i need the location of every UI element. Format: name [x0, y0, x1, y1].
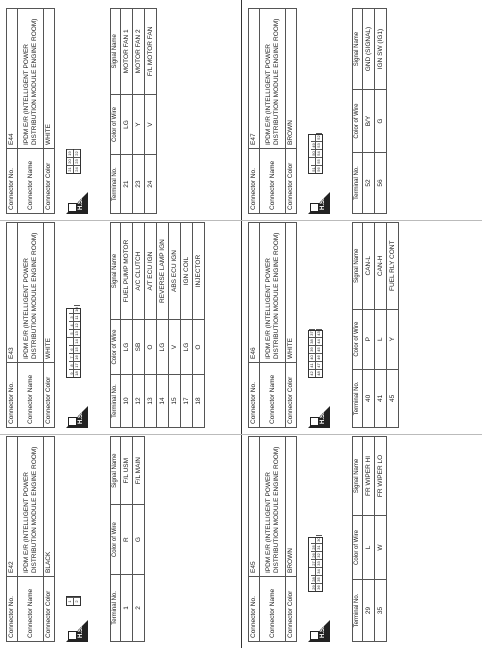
- terminal-row: [193, 223, 205, 428]
- wire-color: Y: [387, 309, 399, 369]
- harness-side-view: [60, 8, 104, 214]
- connector-name-value: IPDM E/R (INTELLIGENT POWER DISTRIBUTION MODULE ENGINE ROOM): [18, 437, 44, 577]
- wire-color: LG: [121, 320, 133, 375]
- hs-dot: [68, 417, 77, 426]
- pin-row: [309, 331, 316, 377]
- connector-pin-diagram: [308, 134, 323, 174]
- terminal-row: [121, 437, 133, 642]
- terminal-no-header: Terminal No.: [111, 155, 121, 214]
- pin-18: 18: [74, 369, 80, 377]
- terminal-row: [375, 437, 387, 642]
- signal-name-header: Signal Name: [353, 9, 363, 90]
- wire-color: O: [145, 320, 157, 375]
- signal-name: ABS ECU IGN: [169, 223, 181, 320]
- hs-dot: [68, 203, 77, 212]
- connector-name-value: IPDM E/R (INTELLIGENT POWER DISTRIBUTION MODULE ENGINE ROOM): [18, 9, 44, 149]
- column-separator-1: [0, 434, 482, 435]
- connector-name-label: Connector Name: [260, 577, 286, 642]
- wire-color-header: Color of Wire: [353, 515, 363, 579]
- pin-26: 26: [311, 551, 317, 559]
- hs-icon: [66, 406, 88, 428]
- connector-pin-diagram: [308, 537, 323, 592]
- connector-block-e44: [6, 8, 157, 214]
- pin-31: 31: [316, 543, 322, 551]
- signal-name: REVERSE LAMP IGN: [157, 223, 169, 320]
- hs-label: H.S.: [320, 412, 326, 424]
- connector-no-row: [7, 9, 18, 214]
- wire-color: Y: [133, 94, 145, 155]
- pin-22: 22: [74, 149, 80, 157]
- terminal-no: 10: [121, 374, 133, 427]
- terminal-no: 17: [181, 374, 193, 427]
- terminal-row: [363, 437, 375, 642]
- wire-color: V: [145, 94, 157, 155]
- terminal-no: 52: [363, 153, 375, 214]
- connector-color-label: Connector Color: [44, 363, 55, 428]
- connector-name-label: Connector Name: [18, 363, 44, 428]
- terminal-row: [157, 223, 169, 428]
- pin-row: [74, 150, 80, 173]
- connector-name-value: IPDM E/R (INTELLIGENT POWER DISTRIBUTION MODULE ENGINE ROOM): [260, 223, 286, 363]
- terminal-header-row: [353, 437, 363, 642]
- pin-48: 48: [316, 369, 322, 377]
- pin-21: 21: [67, 165, 73, 173]
- signal-name: MOTOR FAN 1: [121, 9, 133, 95]
- pin-43: 43: [316, 329, 322, 337]
- row-separator: [241, 0, 242, 648]
- terminal-no: 1: [121, 574, 133, 641]
- pin-key-gap: [309, 157, 315, 165]
- hs-icon: [308, 192, 330, 214]
- connector-block-e43: [6, 222, 205, 428]
- wire-color: G: [375, 90, 387, 153]
- pin-15: 15: [74, 345, 80, 353]
- signal-name: F/L MAIN: [133, 437, 145, 505]
- connector-color-value: WHITE: [286, 223, 297, 363]
- terminal-table: [352, 436, 387, 642]
- terminal-table: [110, 222, 205, 428]
- hs-icon: [308, 620, 330, 642]
- terminal-no: 40: [363, 369, 375, 427]
- terminal-table: [110, 8, 157, 214]
- pin-29: 29: [311, 583, 317, 591]
- connector-color-value: BROWN: [286, 9, 297, 149]
- signal-name: F/L MOTOR FAN: [145, 9, 157, 95]
- pin-key-gap: [309, 567, 315, 575]
- connector-no-value: E42: [7, 437, 18, 577]
- terminal-no-header: Terminal No.: [353, 580, 363, 642]
- pin-46: 46: [316, 353, 322, 361]
- connector-info-table: [248, 222, 297, 428]
- pin-51: 51: [311, 165, 317, 173]
- wire-color: L: [375, 309, 387, 369]
- pin-56: 56: [316, 165, 322, 173]
- wire-color: LG: [181, 320, 193, 375]
- connector-color-value: WHITE: [44, 9, 55, 149]
- terminal-header-row: [111, 9, 121, 214]
- terminal-no: 14: [157, 374, 169, 427]
- connector-name-row: [260, 9, 286, 214]
- hs-dot: [310, 417, 319, 426]
- terminal-no: 41: [375, 369, 387, 427]
- connector-name-value: IPDM E/R (INTELLIGENT POWER DISTRIBUTION MODULE ENGINE ROOM): [260, 437, 286, 577]
- connector-name-row: [18, 9, 44, 214]
- signal-name: CAN-L: [363, 223, 375, 310]
- terminal-row: [145, 9, 157, 214]
- terminal-row: [387, 223, 399, 428]
- connector-block-e46: [248, 222, 399, 428]
- connector-color-value: BLACK: [44, 437, 55, 577]
- connector-name-label: Connector Name: [260, 149, 286, 214]
- pin-row: [316, 538, 322, 591]
- pin-50: 50: [311, 149, 317, 157]
- connector-color-label: Connector Color: [286, 577, 297, 642]
- pin-55: 55: [316, 157, 322, 165]
- pin-20: 20: [67, 157, 73, 165]
- connector-no-row: [249, 9, 260, 214]
- wire-color: W: [375, 515, 387, 579]
- terminal-no: 35: [375, 580, 387, 642]
- pin-11: 11: [74, 313, 80, 321]
- harness-side-view: [302, 8, 346, 214]
- pin-33: 33: [316, 559, 322, 567]
- terminal-header-row: [353, 223, 363, 428]
- terminal-row: [133, 223, 145, 428]
- pin-47: 47: [316, 361, 322, 369]
- signal-name-header: Signal Name: [353, 223, 363, 310]
- connector-color-value: WHITE: [44, 223, 55, 363]
- connector-no-label: Connector No.: [7, 577, 18, 642]
- pin-39: 39: [309, 345, 315, 353]
- pin-5: 5: [69, 329, 75, 337]
- signal-name: FR WIPER HI: [363, 437, 375, 516]
- connector-no-row: [249, 223, 260, 428]
- connector-no-label: Connector No.: [7, 149, 18, 214]
- signal-name: FUEL PUMP MOTOR: [121, 223, 133, 320]
- connector-block-e42: [6, 436, 145, 642]
- connector-name-row: [260, 223, 286, 428]
- pin-row: [309, 135, 316, 173]
- connector-color-label: Connector Color: [44, 149, 55, 214]
- wire-color-header: Color of Wire: [111, 320, 121, 375]
- pin-37: 37: [309, 329, 315, 337]
- terminal-header-row: [111, 223, 121, 428]
- connector-color-row: [44, 223, 55, 428]
- pin-30: 30: [316, 535, 322, 543]
- connector-info-table: [6, 8, 55, 214]
- terminal-row: [375, 223, 387, 428]
- column-separator-2: [0, 220, 482, 221]
- hs-dot: [68, 631, 77, 640]
- pin-27: 27: [311, 559, 317, 567]
- signal-name-header: Signal Name: [111, 9, 121, 95]
- signal-name: A/T ECU IGN: [145, 223, 157, 320]
- signal-name: FR WIPER LO: [375, 437, 387, 516]
- pin-35: 35: [316, 575, 322, 583]
- connector-block-e47: [248, 8, 387, 214]
- terminal-table: [110, 436, 145, 642]
- pin-3: 3: [69, 313, 75, 321]
- connector-no-label: Connector No.: [7, 363, 18, 428]
- wire-color: B/Y: [363, 90, 375, 153]
- connector-no-label: Connector No.: [249, 363, 260, 428]
- pin-40: 40: [309, 353, 315, 361]
- wire-color: O: [193, 320, 205, 375]
- pin-28: 28: [311, 575, 317, 583]
- pin-1: 1: [67, 597, 73, 605]
- terminal-no: 23: [133, 155, 145, 214]
- terminal-no: 13: [145, 374, 157, 427]
- pin-16: 16: [74, 353, 80, 361]
- connector-pin-diagram: [66, 596, 81, 606]
- hs-label: H.S.: [78, 626, 84, 638]
- terminal-row: [375, 9, 387, 214]
- pin-12: 12: [74, 321, 80, 329]
- terminal-row: [121, 223, 133, 428]
- hs-dot: [310, 203, 319, 212]
- pin-row: [316, 135, 322, 173]
- connector-name-value: IPDM E/R (INTELLIGENT POWER DISTRIBUTION MODULE ENGINE ROOM): [260, 9, 286, 149]
- connector-pin-diagram: [66, 308, 81, 378]
- terminal-no: 2: [133, 574, 145, 641]
- connector-color-value: BROWN: [286, 437, 297, 577]
- wire-color: L: [363, 515, 375, 579]
- wire-color-header: Color of Wire: [353, 90, 363, 153]
- connector-no-value: E43: [7, 223, 18, 363]
- pin-row: [74, 597, 80, 605]
- pin-key-gap: [67, 337, 73, 345]
- terminal-table: [352, 222, 399, 428]
- signal-name: IGN SW (IG1): [375, 9, 387, 90]
- pin-row: [67, 150, 74, 173]
- pin-13: 13: [74, 329, 80, 337]
- connector-pin-diagram: [66, 149, 81, 174]
- wire-color: LG: [157, 320, 169, 375]
- connector-no-value: E45: [249, 437, 260, 577]
- connector-no-label: Connector No.: [249, 149, 260, 214]
- connector-color-label: Connector Color: [286, 149, 297, 214]
- hs-icon: [308, 406, 330, 428]
- hs-icon: [66, 620, 88, 642]
- pin-row: [316, 331, 322, 377]
- wire-color-header: Color of Wire: [111, 505, 121, 574]
- connector-color-label: Connector Color: [44, 577, 55, 642]
- connector-name-label: Connector Name: [18, 577, 44, 642]
- pin-36: 36: [316, 583, 322, 591]
- terminal-row: [133, 9, 145, 214]
- connector-info-table: [6, 222, 55, 428]
- pin-6: 6: [69, 345, 75, 353]
- signal-name: INJECTOR: [193, 223, 205, 320]
- terminal-no: 21: [121, 155, 133, 214]
- pin-row: [74, 309, 80, 377]
- terminal-row: [181, 223, 193, 428]
- harness-side-view: [60, 436, 104, 642]
- terminal-row: [363, 9, 375, 214]
- signal-name: F/L USM: [121, 437, 133, 505]
- wire-color-header: Color of Wire: [111, 94, 121, 155]
- signal-name-header: Signal Name: [353, 437, 363, 516]
- connector-name-label: Connector Name: [260, 363, 286, 428]
- connector-info-table: [6, 436, 55, 642]
- pin-38: 38: [309, 337, 315, 345]
- connector-no-value: E44: [7, 9, 18, 149]
- signal-name: A/C CLUTCH: [133, 223, 145, 320]
- terminal-no: 15: [169, 374, 181, 427]
- pin-19: 19: [67, 149, 73, 157]
- connector-color-row: [286, 223, 297, 428]
- wire-color: LG: [121, 94, 133, 155]
- signal-name: GND (SIGNAL): [363, 9, 375, 90]
- pin-24: 24: [74, 165, 80, 173]
- signal-name-header: Signal Name: [111, 223, 121, 320]
- connector-no-label: Connector No.: [249, 577, 260, 642]
- signal-name: IGN COIL: [181, 223, 193, 320]
- terminal-no-header: Terminal No.: [111, 374, 121, 427]
- hs-icon: [66, 192, 88, 214]
- connector-color-label: Connector Color: [286, 363, 297, 428]
- terminal-no: 56: [375, 153, 387, 214]
- pin-9: 9: [69, 369, 75, 377]
- pin-23: 23: [74, 157, 80, 165]
- terminal-no: 18: [193, 374, 205, 427]
- pin-25: 25: [311, 543, 317, 551]
- wire-color: SB: [133, 320, 145, 375]
- pin-41: 41: [309, 361, 315, 369]
- connector-no-row: [7, 437, 18, 642]
- harness-side-view: [60, 222, 104, 428]
- pin-52: 52: [316, 133, 322, 141]
- pin-32: 32: [316, 551, 322, 559]
- terminal-header-row: [353, 9, 363, 214]
- wire-color: V: [169, 320, 181, 375]
- connector-info-table: [248, 8, 297, 214]
- terminal-no: 45: [387, 369, 399, 427]
- connector-color-row: [286, 9, 297, 214]
- wire-color: P: [363, 309, 375, 369]
- connector-name-row: [18, 437, 44, 642]
- wire-color: R: [121, 505, 133, 574]
- connector-color-row: [286, 437, 297, 642]
- pin-34: 34: [316, 567, 322, 575]
- connector-block-e45: [248, 436, 387, 642]
- terminal-no-header: Terminal No.: [353, 153, 363, 214]
- pin-4: 4: [69, 321, 75, 329]
- hs-dot: [310, 631, 319, 640]
- terminal-row: [363, 223, 375, 428]
- pin-45: 45: [316, 345, 322, 353]
- signal-name: MOTOR FAN 2: [133, 9, 145, 95]
- connector-color-row: [44, 9, 55, 214]
- pin-2: 2: [74, 597, 80, 605]
- connector-name-label: Connector Name: [18, 149, 44, 214]
- wire-color-header: Color of Wire: [353, 309, 363, 369]
- terminal-no: 12: [133, 374, 145, 427]
- hs-label: H.S.: [78, 412, 84, 424]
- pin-7: 7: [69, 353, 75, 361]
- pin-54: 54: [316, 149, 322, 157]
- terminal-no-header: Terminal No.: [111, 574, 121, 641]
- connector-name-value: IPDM E/R (INTELLIGENT POWER DISTRIBUTION MODULE ENGINE ROOM): [18, 223, 44, 363]
- terminal-row: [145, 223, 157, 428]
- connector-info-table: [248, 436, 297, 642]
- terminal-no: 24: [145, 155, 157, 214]
- connector-no-value: E46: [249, 223, 260, 363]
- pin-row: [67, 597, 74, 605]
- signal-name: FUEL RLY CONT: [387, 223, 399, 310]
- connector-name-row: [18, 223, 44, 428]
- pin-53: 53: [316, 141, 322, 149]
- connector-color-row: [44, 437, 55, 642]
- pin-8: 8: [69, 361, 75, 369]
- pin-49: 49: [311, 141, 317, 149]
- terminal-row: [133, 437, 145, 642]
- terminal-header-row: [111, 437, 121, 642]
- hs-label: H.S.: [320, 626, 326, 638]
- connector-no-row: [249, 437, 260, 642]
- pin-10: 10: [74, 305, 80, 313]
- signal-name: CAN-H: [375, 223, 387, 310]
- connector-name-row: [260, 437, 286, 642]
- pin-row: [67, 309, 74, 377]
- hs-label: H.S.: [320, 198, 326, 210]
- wire-color: G: [133, 505, 145, 574]
- signal-name-header: Signal Name: [111, 437, 121, 505]
- harness-side-view: [302, 436, 346, 642]
- pin-17: 17: [74, 361, 80, 369]
- pin-44: 44: [316, 337, 322, 345]
- pin-42: 42: [309, 369, 315, 377]
- terminal-row: [169, 223, 181, 428]
- harness-side-view: [302, 222, 346, 428]
- pin-14: 14: [74, 337, 80, 345]
- connector-pin-diagram: [308, 330, 323, 378]
- connector-no-row: [7, 223, 18, 428]
- terminal-table: [352, 8, 387, 214]
- terminal-no-header: Terminal No.: [353, 369, 363, 427]
- connector-no-value: E47: [249, 9, 260, 149]
- hs-label: H.S.: [78, 198, 84, 210]
- terminal-no: 29: [363, 580, 375, 642]
- terminal-row: [121, 9, 133, 214]
- pin-row: [309, 538, 316, 591]
